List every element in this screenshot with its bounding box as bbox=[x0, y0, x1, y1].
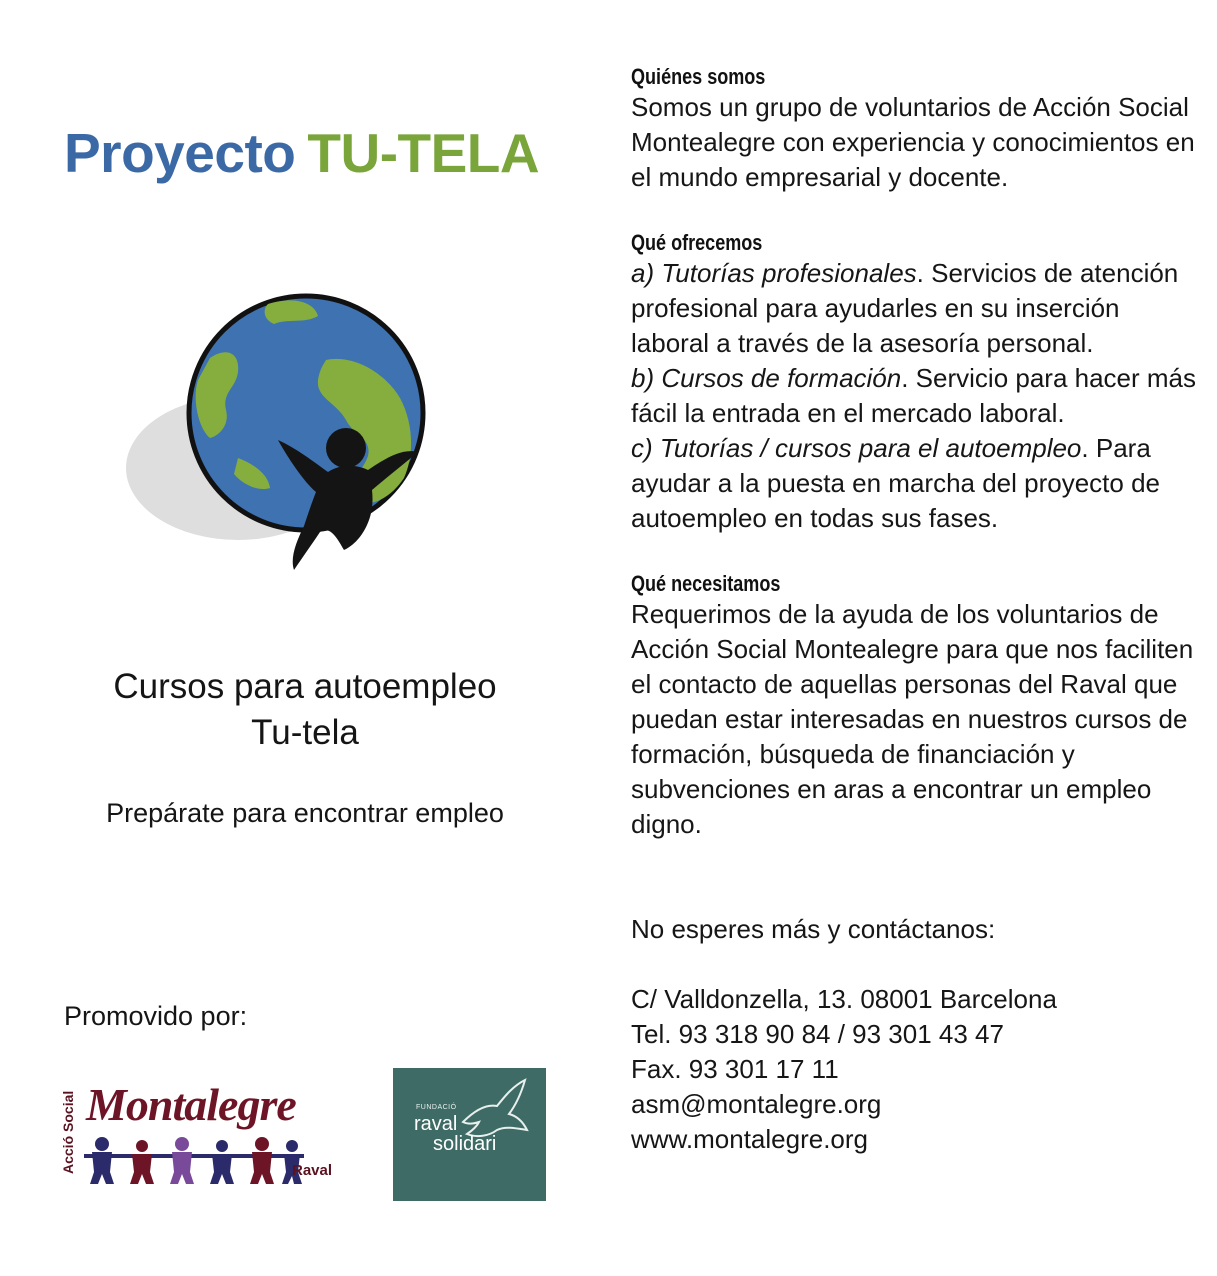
contact-intro: No esperes más y contáctanos: bbox=[631, 914, 996, 944]
text-quienes: Somos un grupo de voluntarios de Acción Social Montealegre con experiencia y conocimientos en el mundo empresarial y docente. bbox=[631, 92, 1195, 192]
contact-block bbox=[631, 912, 1201, 1157]
offer-a-text: . Servicios de atención profesional para ayudarles en su inserción laboral a través de la asesoría personal. bbox=[631, 258, 1179, 358]
tagline: Prepárate para encontrar empleo bbox=[106, 798, 504, 828]
offer-b-text: . Servicio para hacer más fácil la entrada en el mercado laboral. bbox=[631, 363, 1197, 428]
page-title bbox=[64, 122, 540, 184]
section-ofrecemos bbox=[631, 230, 1201, 536]
promoted-by-label: Promovido por: bbox=[64, 1001, 248, 1031]
contact-address: C/ Valldonzella, 13. 08001 Barcelona bbox=[631, 984, 1057, 1014]
section-necesitamos bbox=[631, 571, 1201, 842]
text-necesitamos: Requerimos de la ayuda de los voluntarios de Acción Social Montealegre para que nos faciliten el contacto de aquellas personas del Raval que puedan estar interesadas en nuestros cursos de formación, búsqueda de financiación y subvenciones en aras a encontrar un empleo digno. bbox=[631, 599, 1194, 839]
raval-line2: solidari bbox=[433, 1133, 497, 1155]
raval-solidari-logo bbox=[393, 1068, 546, 1201]
montalegre-vertical-text: Acció Social bbox=[60, 1090, 76, 1174]
course-title bbox=[40, 664, 570, 756]
globe-icon bbox=[189, 296, 423, 530]
heading-quienes: Quiénes somos bbox=[631, 64, 766, 89]
heading-necesitamos: Qué necesitamos bbox=[631, 571, 781, 596]
contact-email[interactable]: asm@montalegre.org bbox=[631, 1089, 882, 1119]
raval-fundacio-text: FUNDACIÓ bbox=[416, 1104, 457, 1111]
montalegre-raval-text: Raval bbox=[292, 1162, 333, 1179]
title-part-proyecto: Proyecto bbox=[64, 122, 296, 184]
contact-phone: Tel. 93 318 90 84 / 93 301 43 47 bbox=[631, 1019, 1004, 1049]
offer-c-text: . Para ayudar a la puesta en marcha del proyecto de autoempleo en todas sus fases. bbox=[631, 433, 1161, 533]
course-title-line1: Cursos para autoempleo bbox=[113, 667, 497, 706]
montalegre-logo bbox=[60, 1076, 350, 1186]
montalegre-name: Montalegre bbox=[86, 1079, 296, 1130]
people-chain-icon bbox=[84, 1134, 304, 1184]
globe-illustration bbox=[118, 288, 438, 578]
course-title-line2: Tu-tela bbox=[251, 713, 359, 752]
offer-a-title: a) Tutorías profesionales bbox=[631, 258, 917, 288]
title-part-tutela: TU-TELA bbox=[307, 122, 540, 184]
contact-fax: Fax. 93 301 17 11 bbox=[631, 1054, 839, 1084]
heading-ofrecemos: Qué ofrecemos bbox=[631, 230, 763, 255]
offer-c-title: c) Tutorías / cursos para el autoempleo bbox=[631, 433, 1082, 463]
info-column bbox=[631, 64, 1201, 1157]
offer-b-title: b) Cursos de formación bbox=[631, 363, 902, 393]
section-quienes bbox=[631, 64, 1201, 195]
contact-website[interactable]: www.montalegre.org bbox=[631, 1124, 868, 1154]
raval-line1: raval bbox=[414, 1113, 458, 1135]
text-ofrecemos bbox=[631, 256, 1201, 536]
